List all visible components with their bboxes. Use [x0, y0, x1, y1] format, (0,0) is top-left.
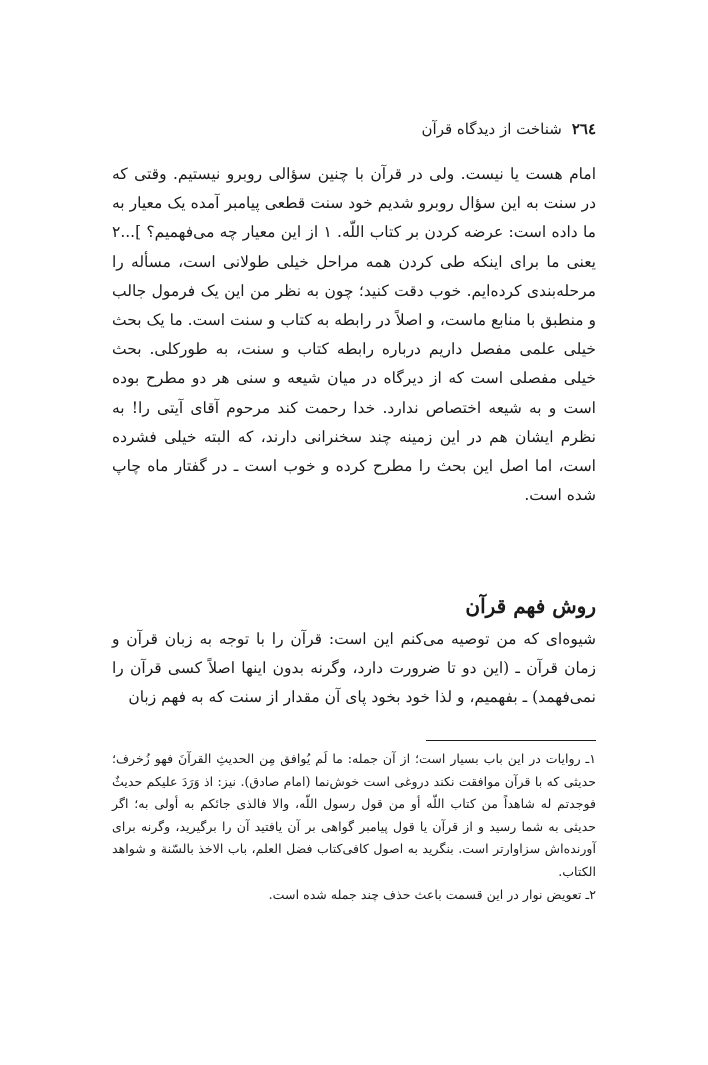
section-heading: روش فهم قرآن [465, 594, 596, 618]
footnotes [112, 748, 596, 906]
footnote-2: ۲ـ تعویض نوار در این قسمت باعث حذف چند جمله شده است. [268, 886, 596, 902]
body-text [112, 160, 596, 510]
body-paragraph: امام هست یا نیست. ولی در قرآن با چنین سؤالی روبرو نیستیم. وقتی که در سنت به این سؤال روبرو شدیم خود سنت قطعی پیامبر آمده یک معیار به ما داده است: عرضه کردن بر کتاب اللّه. ۱ از این معیار چه می‌فهمیم؟ ]...۲ یعنی ما برای اینکه طی کردن همه مراحل خیلی طولانی است، مسأله را مرحله‌بندی کرده‌ایم. خوب دقت کنید؛ چون به نظر من این یک فرمول جالب و منطبق با منابع ماست، و اصلاً در رابطه به کتاب و سنت است. ما یک بحث خیلی علمی مفصل داریم درباره رابطه کتاب و سنت، به طورکلی. بحث خیلی مفصلی است که از دیرگاه در میان شیعه و سنی هر دو مطرح بوده است و به شیعه اختصاص ندارد. خدا رحمت کند مرحوم آقای آیتی را! به نظرم ایشان هم در این زمینه چند سخنرانی دارند، که البته خیلی فشرده است، اما اصل این بحث را مطرح کرده و خوب است ـ در گفتار ماه چاپ شده است. [112, 165, 597, 505]
section-paragraph: شیوه‌ای که من توصیه می‌کنم این است: قرآن را با توجه به زبان قرآن و زمان قرآن ـ (این دو تا ضرورت دارد، وگرنه بدون اینها اصلاً کسی قرآن را نمی‌فهمد) ـ بفهمیم، و لذا خود بخود پای آن مقدار از سنت که به فهم زبان [112, 630, 596, 707]
page-number: ٢٦٤ [571, 120, 596, 138]
footnote-1: ۱ـ روایات در این باب بسیار است؛ از آن جمله: ما لَم یُوافق مِن الحدیثِ القرآنَ فهو زُخرف؛ حدیثی که با قرآن موافقت نکند دروغی است خوش‌نما (امام صادق). نیز: اذ وَرَدَ علیکم حدیثٌ فوجدتم له شاهداً من کتاب اللّه أو من قول رسول اللّه، والا فالذی جائکم به أولی به؛ اگر حدیثی به شما رسید و از قرآن یا قول پیامبر گواهی بر آن یافتید آن را برگیرید، وگرنه برای آورنده‌اش سزاوارتر است. بنگرید به اصول کافی‌کتاب فضل العلم، باب الاخذ بالسّنة و شواهد الکتاب. [112, 751, 596, 879]
section-body [112, 625, 596, 713]
page-header [422, 120, 596, 138]
running-title: شناخت از دیدگاه قرآن [421, 120, 562, 138]
footnote-divider [426, 740, 596, 741]
